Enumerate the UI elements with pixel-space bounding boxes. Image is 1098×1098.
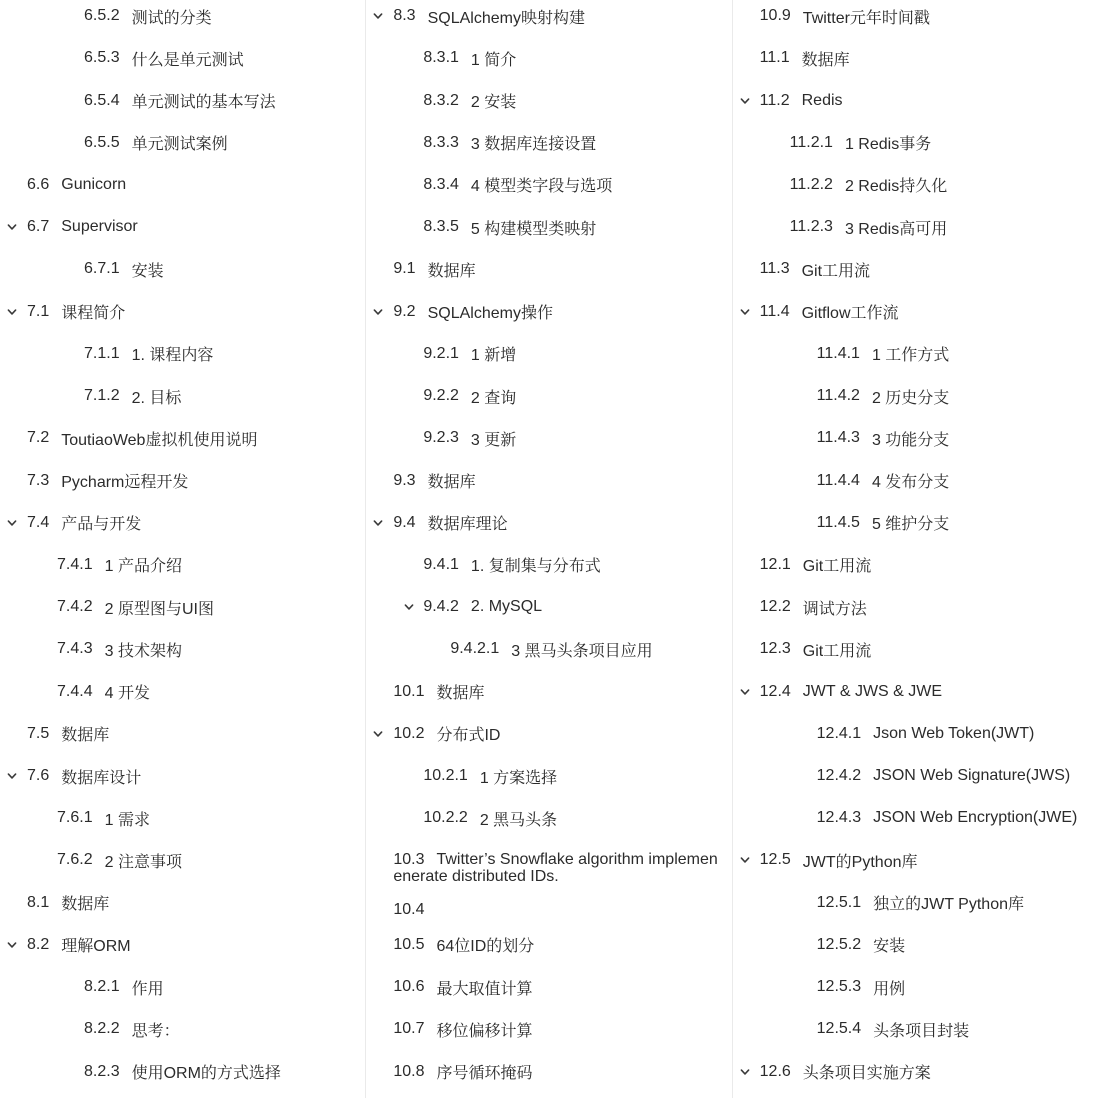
toc-item[interactable] [733, 586, 1098, 628]
toc-item[interactable] [366, 502, 731, 544]
toc-item-title: 思考： [131, 1022, 180, 1040]
toc-item-number: 11.2.3 [789, 218, 833, 236]
toc-item[interactable] [0, 291, 365, 333]
toc-item-number: 7.6 [27, 767, 50, 785]
toc-item[interactable] [366, 0, 731, 37]
toc-item[interactable] [733, 924, 1098, 966]
toc-item-number: 12.6 [759, 1062, 791, 1080]
toc-item-title: 分布式ID [436, 727, 501, 745]
toc-item-number: 12.4.3 [816, 809, 862, 827]
toc-item[interactable] [366, 628, 731, 670]
toc-item-number: 12.2 [759, 598, 791, 616]
toc-item[interactable] [366, 417, 731, 459]
toc-item[interactable] [0, 79, 365, 121]
toc-item[interactable] [366, 291, 731, 333]
chevron-down-icon[interactable] [372, 517, 384, 529]
toc-item-number: 8.3.2 [423, 91, 459, 109]
toc-item-title: 2 历史分支 [871, 389, 950, 407]
toc-item-number: 11.4.2 [816, 387, 860, 405]
toc-item-line1 [393, 851, 717, 868]
toc-item[interactable] [733, 248, 1098, 290]
toc-item-title: JSON Web Signature(JWS) [873, 767, 1071, 785]
toc-item-title: 安装 [131, 262, 164, 280]
toc-item-title: Pycharm远程开发 [61, 474, 189, 492]
toc-item[interactable] [733, 628, 1098, 670]
toc-item-number: 6.7 [27, 218, 50, 236]
toc-item[interactable] [0, 417, 365, 459]
toc-item-title: 1 新增 [470, 347, 517, 365]
toc-item-number: 6.7.1 [84, 260, 120, 278]
toc-item-title: 1 需求 [104, 811, 150, 829]
toc-item-title: 数据库 [427, 474, 476, 492]
toc-item-title: 独立的JWT Python库 [873, 896, 1024, 914]
chevron-down-icon[interactable] [6, 306, 18, 318]
toc-item[interactable] [733, 882, 1098, 924]
toc-item-number: 8.2.2 [84, 1020, 120, 1038]
toc-item-number: 10.9 [759, 7, 791, 25]
toc-item-number: 9.2 [393, 302, 416, 320]
toc-item-number: 7.6.2 [57, 851, 93, 869]
toc-item-number: 7.4.1 [57, 555, 93, 573]
chevron-down-icon[interactable] [6, 517, 18, 529]
toc-item[interactable] [0, 839, 365, 881]
toc-item-title: 数据库 [436, 685, 485, 703]
toc-item-title: 什么是单元测试 [131, 51, 244, 69]
chevron-down-icon[interactable] [403, 601, 415, 613]
toc-item-title: 64位ID的划分 [436, 938, 535, 956]
toc-item[interactable] [366, 206, 731, 248]
toc-item-title: 1. 复制集与分布式 [470, 558, 601, 576]
toc-column-1-stack [0, 0, 365, 1093]
toc-item-number: 12.3 [759, 640, 791, 658]
toc-item-number: 8.2.1 [84, 978, 120, 996]
toc-item-title: Git工用流 [802, 558, 872, 576]
toc-item-title: 2 查询 [470, 389, 517, 407]
toc-item-title: 2 注意事项 [104, 853, 182, 871]
toc-item-title: Twitter’s Snowflake algorithm implemen [436, 850, 718, 868]
toc-item[interactable] [0, 206, 365, 248]
toc-item[interactable] [0, 375, 365, 417]
toc-item[interactable] [0, 37, 365, 79]
toc-column-3-stack [733, 0, 1098, 1093]
toc-item-number: 8.3.4 [423, 175, 459, 193]
toc-item-title: 1 方案选择 [479, 769, 558, 787]
toc-item-number: 7.1.2 [84, 387, 120, 405]
toc-item-number: 7.4.4 [57, 682, 93, 700]
toc-item-title: 安装 [873, 938, 906, 956]
toc-item-number: 9.2.2 [423, 387, 459, 405]
toc-item[interactable] [0, 502, 365, 544]
toc-item-number: 12.5.4 [816, 1020, 862, 1038]
chevron-down-icon[interactable] [739, 854, 751, 866]
toc-item[interactable] [733, 966, 1098, 1008]
toc-item[interactable] [0, 333, 365, 375]
toc-item-number: 12.4 [759, 682, 791, 700]
toc-item[interactable] [366, 375, 731, 417]
toc-item-number: 12.4.2 [816, 767, 862, 785]
toc-item[interactable] [733, 122, 1098, 164]
toc-item-number: 11.3 [759, 260, 790, 278]
toc-item-title: Gitflow工作流 [801, 305, 899, 323]
toc-item-title: 2 Redis持久化 [844, 178, 948, 196]
toc-item[interactable] [366, 797, 731, 839]
toc-item[interactable] [733, 333, 1098, 375]
toc-item-title: 数据库 [61, 727, 110, 745]
toc-item[interactable] [733, 164, 1098, 206]
toc-item-number: 11.2.2 [789, 175, 833, 193]
toc-item-number: 6.5.5 [84, 133, 120, 151]
chevron-down-icon[interactable] [6, 770, 18, 782]
toc-item-title: 2 原型图与UI图 [104, 600, 214, 618]
toc-item[interactable] [0, 1008, 365, 1050]
toc-item-title: 单元测试的基本写法 [131, 94, 276, 112]
toc-item[interactable] [366, 122, 731, 164]
toc-item[interactable] [733, 37, 1098, 79]
toc-item[interactable] [366, 248, 731, 290]
toc-item-number: 10.4 [393, 901, 425, 919]
toc-item[interactable] [366, 333, 731, 375]
toc-item-title: 1 工作方式 [871, 347, 950, 365]
toc-item-title: 理解ORM [61, 938, 131, 956]
toc-item-title: Git工用流 [802, 642, 872, 660]
toc-item[interactable] [366, 79, 731, 121]
toc-item-title: 1 产品介绍 [104, 558, 182, 576]
toc-item-number: 8.3.5 [423, 218, 459, 236]
toc-item-number: 7.1 [27, 302, 50, 320]
toc-item-title: 数据库 [61, 896, 110, 914]
toc-item-title: 测试的分类 [131, 9, 212, 27]
toc-item-number: 11.1 [759, 49, 790, 67]
toc-item-title: 3 黑马头条项目应用 [511, 642, 653, 660]
toc-item-title: 3 Redis高可用 [844, 220, 948, 238]
toc-item-title: Redis [801, 91, 843, 109]
toc-item-number: 9.4.2 [423, 598, 459, 616]
toc-item-title: 移位偏移计算 [436, 1022, 533, 1040]
chevron-down-icon[interactable] [372, 728, 384, 740]
toc-item-title: SQLAlchemy映射构建 [427, 9, 585, 27]
toc-item[interactable] [0, 882, 365, 924]
toc-item-number: 10.8 [393, 1062, 425, 1080]
toc-item[interactable] [733, 459, 1098, 501]
toc-item[interactable] [366, 713, 731, 755]
chevron-down-icon[interactable] [739, 686, 751, 698]
toc-item-title: Supervisor [61, 218, 138, 236]
toc-item[interactable] [733, 671, 1098, 713]
toc-item-number: 12.5.3 [816, 978, 862, 996]
toc-item-title: Gunicorn [61, 175, 127, 193]
toc-item-title: JWT & JWS & JWE [802, 682, 943, 700]
toc-item-number: 7.5 [27, 724, 50, 742]
chevron-down-icon[interactable] [6, 221, 18, 233]
toc-item[interactable] [733, 797, 1098, 839]
toc-item[interactable] [366, 839, 731, 896]
toc-item[interactable] [366, 544, 731, 586]
toc-item[interactable] [0, 0, 365, 37]
toc-item[interactable] [733, 417, 1098, 459]
toc-item[interactable] [366, 671, 731, 713]
toc-item-number: 10.2 [393, 724, 425, 742]
toc-item-number: 12.4.1 [816, 724, 862, 742]
toc-item-title: 2 安装 [470, 94, 517, 112]
toc-item-title: 1 简介 [470, 51, 517, 69]
toc-item[interactable] [366, 896, 731, 924]
toc-item[interactable] [733, 839, 1098, 881]
toc-item-title: 4 模型类字段与选项 [470, 178, 613, 196]
toc-item[interactable] [0, 924, 365, 966]
toc-item-title: JWT的Python库 [802, 853, 918, 871]
toc-item-title: 5 构建模型类映射 [470, 220, 597, 238]
toc-item-title: 1 Redis事务 [844, 136, 932, 154]
toc-item[interactable] [733, 375, 1098, 417]
toc-item-title: 4 发布分支 [871, 474, 950, 492]
toc-item[interactable] [366, 459, 731, 501]
toc-item-title: 3 数据库连接设置 [470, 136, 597, 154]
toc-item-number: 8.3 [393, 7, 416, 25]
toc-item[interactable] [733, 755, 1098, 797]
toc-item[interactable] [0, 755, 365, 797]
toc-item-title: Git工用流 [801, 262, 871, 280]
toc-item-title: 4 开发 [104, 685, 150, 703]
toc-item-number: 11.4.5 [816, 513, 860, 531]
chevron-down-icon[interactable] [739, 306, 751, 318]
toc-item-title: 1. 课程内容 [131, 347, 214, 365]
toc-item-title: 用例 [873, 980, 906, 998]
toc-item-number: 9.3 [393, 471, 416, 489]
toc-item-title: SQLAlchemy操作 [427, 305, 553, 323]
toc-column-2-stack [366, 0, 731, 1093]
toc-column-3 [732, 0, 1098, 1098]
toc-item-title: Twitter元年时间戳 [802, 9, 930, 27]
toc-item[interactable] [366, 1008, 731, 1050]
toc-item[interactable] [0, 671, 365, 713]
toc-item[interactable] [0, 966, 365, 1008]
toc-item-number: 7.2 [27, 429, 50, 447]
toc-item-title: 数据库设计 [61, 769, 142, 787]
toc-item-title: 调试方法 [802, 600, 867, 618]
toc-item-title: 3 技术架构 [104, 642, 182, 660]
toc-item-title: 最大取值计算 [436, 980, 533, 998]
toc-item-number: 6.6 [27, 175, 50, 193]
toc-item-number: 9.4.1 [423, 555, 459, 573]
toc-item-number: 10.3 [393, 850, 425, 868]
toc-item[interactable] [733, 0, 1098, 37]
toc-item-number: 12.5.2 [816, 935, 862, 953]
toc-item[interactable] [0, 122, 365, 164]
toc-item[interactable] [733, 1050, 1098, 1092]
toc-item[interactable] [366, 1051, 731, 1093]
toc-item-title: 使用ORM的方式选择 [131, 1065, 281, 1083]
toc-item-number: 7.3 [27, 471, 50, 489]
toc-item[interactable] [0, 628, 365, 670]
toc-item-title: 数据库 [427, 262, 476, 280]
toc-item-number: 10.6 [393, 978, 425, 996]
toc-item-title: 数据库理论 [427, 516, 508, 534]
toc-item[interactable] [733, 713, 1098, 755]
toc-item-number: 9.4.2.1 [450, 640, 500, 658]
toc-item[interactable] [366, 37, 731, 79]
toc-item[interactable] [0, 459, 365, 501]
toc-item-title: 单元测试案例 [131, 136, 228, 154]
toc-item-number: 10.1 [393, 682, 425, 700]
toc-item-title: 课程简介 [61, 305, 126, 323]
toc-item-number: 11.4.4 [816, 471, 860, 489]
toc-item-number: 8.3.3 [423, 133, 459, 151]
toc-item[interactable] [733, 291, 1098, 333]
chevron-down-icon[interactable] [372, 10, 384, 22]
toc-item[interactable] [366, 924, 731, 966]
toc-item[interactable] [0, 164, 365, 206]
toc-item[interactable] [733, 1008, 1098, 1050]
chevron-down-icon[interactable] [6, 939, 18, 951]
toc-item[interactable] [733, 502, 1098, 544]
toc-item-number: 12.5 [759, 851, 791, 869]
toc-item[interactable] [0, 1050, 365, 1092]
toc-item[interactable] [0, 713, 365, 755]
toc-item[interactable] [733, 544, 1098, 586]
toc-item-line2: enerate distributed IDs. [393, 867, 559, 885]
toc-item-number: 11.2 [759, 91, 790, 109]
toc-item-title: 5 维护分支 [871, 516, 950, 534]
toc-item[interactable] [366, 164, 731, 206]
toc-item[interactable] [366, 966, 731, 1008]
toc-item-number: 8.3.1 [423, 49, 459, 67]
toc-item-title: 2. 目标 [131, 389, 182, 407]
toc-item-title: 3 更新 [470, 431, 517, 449]
toc-item-number: 6.5.4 [84, 91, 120, 109]
toc-item-title: 2. MySQL [470, 598, 543, 616]
toc-item-number: 6.5.3 [84, 49, 120, 67]
toc-item-number: 11.4 [759, 302, 790, 320]
toc-item-number: 6.5.2 [84, 7, 120, 25]
toc-item-number: 9.1 [393, 260, 416, 278]
toc-item-title: 3 功能分支 [871, 431, 950, 449]
toc-item-number: 12.5.1 [816, 893, 862, 911]
toc-item-number: 7.1.1 [84, 344, 120, 362]
toc-item-title: ToutiaoWeb虚拟机使用说明 [61, 431, 258, 449]
toc-item-number: 11.4.3 [816, 429, 860, 447]
toc-item-number: 9.2.1 [423, 344, 459, 362]
toc-item-title: 头条项目封装 [873, 1022, 970, 1040]
chevron-down-icon[interactable] [739, 1066, 751, 1078]
toc-item-title: 数据库 [801, 51, 850, 69]
toc-column-2 [365, 0, 731, 1098]
chevron-down-icon[interactable] [739, 95, 751, 107]
toc-item-number: 10.5 [393, 935, 425, 953]
toc-item-number: 7.4.3 [57, 640, 93, 658]
chevron-down-icon[interactable] [372, 306, 384, 318]
toc-item[interactable] [366, 755, 731, 797]
toc-item-title: Json Web Token(JWT) [873, 724, 1035, 742]
toc-item[interactable] [0, 797, 365, 839]
toc-column-1 [0, 0, 365, 1098]
toc-item-number: 8.2 [27, 935, 50, 953]
toc-item[interactable] [0, 586, 365, 628]
toc-item-number: 8.2.3 [84, 1062, 120, 1080]
toc-item-title: JSON Web Encryption(JWE) [873, 809, 1078, 827]
toc-item[interactable] [733, 206, 1098, 248]
toc-item-title: 作用 [131, 980, 164, 998]
toc-item-number: 10.7 [393, 1020, 425, 1038]
toc-item-number: 7.4.2 [57, 598, 93, 616]
toc-item-title: 产品与开发 [61, 516, 142, 534]
toc-item-number: 10.2.1 [423, 767, 468, 785]
toc-item[interactable] [0, 544, 365, 586]
toc-item-number: 7.6.1 [57, 809, 93, 827]
toc-item-number: 12.1 [759, 555, 791, 573]
toc-item-number: 8.1 [27, 893, 50, 911]
toc-item-title: 2 黑马头条 [479, 811, 558, 829]
toc-item-number: 7.4 [27, 513, 50, 531]
toc-item[interactable] [366, 586, 731, 628]
toc-item[interactable] [0, 248, 365, 290]
toc-item-title: 序号循环掩码 [436, 1065, 533, 1083]
toc-item-title: 头条项目实施方案 [802, 1065, 931, 1083]
toc-item-number: 10.2.2 [423, 809, 468, 827]
toc-item-number: 11.2.1 [789, 133, 833, 151]
toc-item[interactable] [733, 79, 1098, 121]
toc-item-number: 11.4.1 [816, 344, 860, 362]
toc-item-number: 9.2.3 [423, 429, 459, 447]
toc-item-number: 9.4 [393, 513, 416, 531]
